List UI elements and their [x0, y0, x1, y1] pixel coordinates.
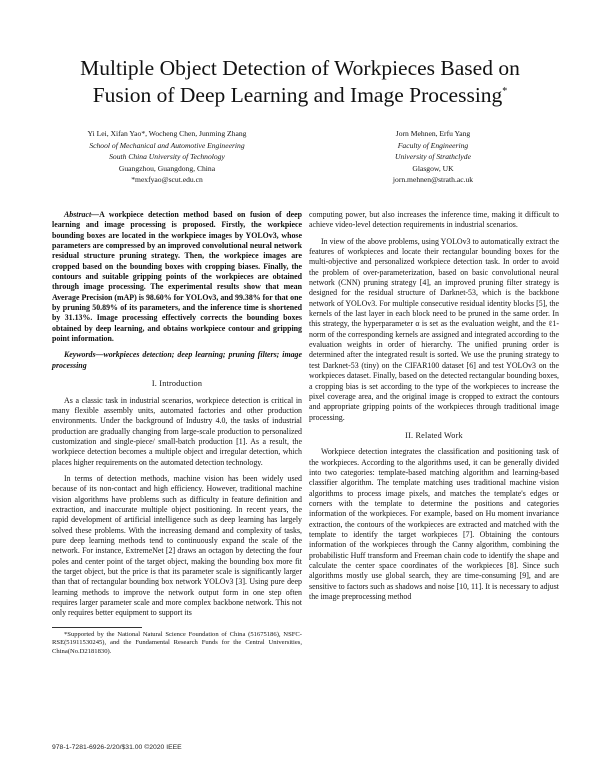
author-location: Guangzhou, Guangdong, China — [118, 163, 216, 173]
body-paragraph: In view of the above problems, using YOLOv3 to automatically extract the features of workpieces and locate their rectangular bounding boxes for the multi-objective and personalized workpiece detection task. In order to avoid the problem of over-parameterization, based on basic convolutional neural network (CNN) pruning strategy [4], an improved pruning filter strategy is designed for the residual structure of Darknet-53, which is the backbone network of YOLOv3. For multiple consecutive residual identity blocks [5], the kernels of the last layer in each block need to be pruned in the same order. In this strategy, the hyperparameter α is set as the evaluation weight, and the ℓ1-norm of the corresponding kernels are assigned and integrated according to the evaluation weights in order of hierarchy. The unified pruning order is determined after the integrated result is sorted. We use the pruning strategy to test Darknet-53 (tiny) on the CIFAR100 dataset [6] and test YOLOv3 on the workpieces dataset. Finally, based on the detected rectangular bounding boxes, a cropping bias is set according to the type of the workpieces to increase the pixel coverage area, and the original image is cropped to extract the contours and appropriate gripping points of the workpieces through traditional image processing. — [309, 236, 559, 422]
title-footnote-mark: * — [502, 86, 508, 97]
abstract-label: Abstract— — [64, 210, 100, 219]
funding-footnote: *Supported by the National Natural Science Foundation of China (51675186), NSFC-RSE(51911530245), and the Fundamental Research Funds for the Central Universities, China(No.D2181830). — [52, 630, 302, 655]
keywords-text: workpieces detection; deep learning; pruning filters; image processing — [52, 350, 302, 370]
right-column — [309, 210, 559, 608]
author-institution: South China University of Technology — [109, 152, 225, 162]
paper-title — [40, 55, 560, 109]
author-names: Jorn Mehnen, Erfu Yang — [395, 129, 471, 138]
body-paragraph: As a classic task in industrial scenarios, workpiece detection is critical in many flexible assembly units, automated factories and other production environments. Under the background of Industry 4.0, the tasks of industrial production are gradually changing from large-scale production to personalized customization and single-piece/ small-batch production [1]. As a result, the workpiece detection becomes a multiple object and irregular detection, which places higher requirements on the automated detection technology. — [52, 395, 302, 467]
author-affiliation: School of Mechanical and Automotive Engineering — [89, 140, 245, 150]
author-block-left — [52, 128, 282, 186]
body-paragraph: computing power, but also increases the inference time, making it difficult to achieve video-level detection requirements in industrial scenarios. — [309, 210, 559, 230]
isbn-footer: 978-1-7281-6926-2/20/$31.00 ©2020 IEEE — [52, 744, 182, 751]
section-heading-introduction: I. Introduction — [151, 379, 203, 389]
keywords-label: Keywords— — [64, 350, 104, 360]
author-location: Glasgow, UK — [412, 163, 454, 173]
author-email: *mexfyao@scut.edu.cn — [131, 175, 203, 185]
keywords — [52, 350, 302, 371]
title-line-2: Fusion of Deep Learning and Image Processing — [92, 83, 503, 107]
abstract-text: A workpiece detection method based on fusion of deep learning and image processing is proposed. Firstly, the workpiece bounding boxes are located in the workpiece images by YOLOv3, whose parameters are compressed by an improved convolutional neural network residual structure pruning strategy. Then, the workpiece images are cropped based on the bounding boxes with cropping biases. Finally, the contours and suitable gripping points of the workpieces are obtained through image processing. The experimental results show that mean Average Precision (mAP) is 98.60% for YOLOv3, and 99.38% for that one by pruning 50.89% of its parameters, and the inference time is shortened by 31.13%. Image processing effectively corrects the bounding boxes obtained by deep learning, and obtains workpiece contour and gripping point information. — [52, 210, 302, 344]
footnote-divider — [52, 627, 142, 628]
left-column — [52, 210, 302, 663]
author-affiliation: Faculty of Engineering — [397, 140, 469, 150]
body-paragraph: Workpiece detection integrates the classification and positioning task of the workpieces. According to the algorithms used, it can be generally divided into two categories: template-based matching algorithm and learning-based classifier algorithm. The template matching uses traditional machine vision algorithms to process image pixels, and matches the template's edges or corners with the template to determine the positions and categories information of the workpieces. For example, based on Hu moment invariance extraction, the contours of the workpieces are extracted and matched with the template to identify the target workpieces [7]. Obtaining the contours information of the workpieces through the Canny algorithm, combining the probabilistic Huff transform and Freeman chain code to identify the shape and calculate the center space coordinates of the workpieces [8]. Since such algorithms mostly use global search, they are time-consuming [9], and are sensitive to factors such as shadows and noise [10, 11]. It is necessary to adjust the image preprocessing method — [309, 447, 559, 602]
section-heading-related-work: II. Related Work — [405, 430, 463, 440]
author-block-right — [318, 128, 548, 186]
body-paragraph: In terms of detection methods, machine vision has been widely used because of its non-contact and high efficiency. However, traditional machine vision algorithms have problems such as difficulty in feature definition and extraction, and inaccurate multiple object positioning. In recent years, the rapid development of artificial intelligence such as deep learning has largely solved these problems. With the increasing demand and complexity of tasks, pure deep learning methods tend to continuously expand the scale of the network. For instance, ExtremeNet [2] draws an octagon by detecting the four poles and center point of the target object, making the bounding box more fit the target object, but the price is that its parameter scale is significantly larger than that of rectangular bounding box network YOLOv3 [3]. Using pure deep learning methods to improve the network output form in one step often requires larger parameter scale and more complex backbone network. This not only requires better equipment to support its — [52, 473, 302, 618]
author-names: Yi Lei, Xifan Yao*, Wocheng Chen, Junming Zhang — [87, 129, 247, 138]
title-line-1: Multiple Object Detection of Workpieces Based on — [80, 56, 520, 80]
author-email: jorn.mehnen@strath.ac.uk — [392, 175, 474, 185]
author-institution: University of Strathclyde — [395, 152, 471, 162]
abstract — [52, 210, 302, 344]
